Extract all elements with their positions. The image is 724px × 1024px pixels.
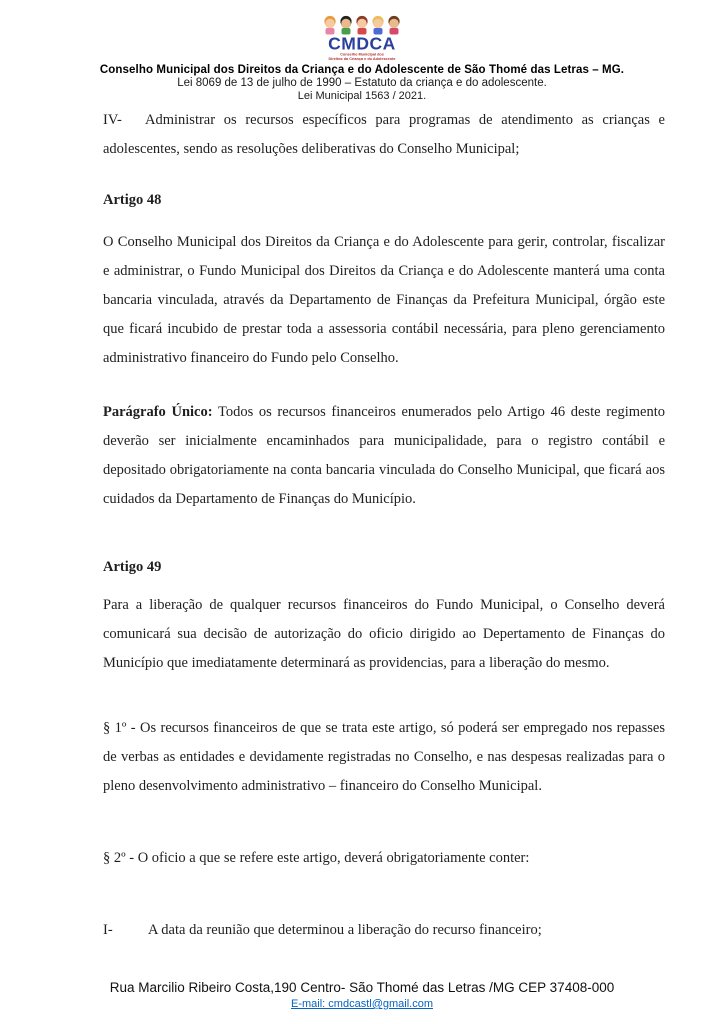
- section-2-paragraph: § 2º - O oficio a que se refere este artigo, deverá obrigatoriamente conter:: [103, 850, 530, 866]
- header-org-title: Conselho Municipal dos Direitos da Criança e do Adolescente de São Thomé das Letras – MG.: [99, 64, 625, 76]
- artigo-48-paragraph: O Conselho Municipal dos Direitos da Criança e do Adolescente para gerir, controlar, fiscalizar e administrar, o Fundo Municipal dos Direitos da Criança e do Adolescente manterá uma conta bancaria vinculada, através da Departamento de Finanças da Prefeitura Municipal, órgão este que ficará incubido de prestar toda a assessoria contábil necessária, para pleno gerenciamento administrativo financeiro do Fundo pelo Conselho.: [103, 234, 665, 366]
- section-1-paragraph: § 1º - Os recursos financeiros de que se trata este artigo, só poderá ser empregado nos repasses de verbas as entidades e devidamente registradas no Conselho, e nas despesas realizadas para o pleno desenvolvimento administrativo – financeiro do Conselho Municipal.: [103, 720, 665, 794]
- roman-item-iv: [103, 106, 665, 164]
- logo-children-icon: [324, 16, 399, 35]
- document-body: [0, 106, 724, 945]
- logo-subtext-line2: Direitos da Criança e do Adolescente: [328, 57, 396, 61]
- footer-address: Rua Marcilio Ribeiro Costa,190 Centro- São Thomé das Letras /MG CEP 37408-000: [109, 980, 615, 995]
- cmdca-logo: [316, 13, 408, 63]
- paragrafo-unico-label: Parágrafo Único:: [103, 404, 213, 420]
- roman-item-i: [103, 916, 665, 945]
- roman-item-iv-text: Administrar os recursos específicos para programas de atendimento as crianças e adolescentes, sendo as resoluções deliberativas do Conselho Municipal;: [103, 112, 665, 157]
- roman-item-i-text: A data da reunião que determinou a liberação do recurso financeiro;: [148, 922, 542, 938]
- header-statute-line: Lei 8069 de 13 de julho de 1990 – Estatuto da criança e do adolescente.: [177, 77, 547, 89]
- artigo-49-heading: Artigo 49: [103, 559, 162, 575]
- logo-acronym: CMDCA: [328, 33, 396, 54]
- artigo-49-paragraph: Para a liberação de qualquer recursos financeiros do Fundo Municipal, o Conselho deverá comunicará sua decisão de autorização do oficio dirigido ao Depertamento de Finanças do Município que imediatamente determinará as providencias, para a liberação do mesmo.: [103, 597, 665, 671]
- footer-email-line: [0, 997, 724, 1011]
- paragrafo-unico-paragraph: [103, 398, 665, 514]
- roman-item-iv-marker: IV-: [103, 112, 122, 128]
- paragrafo-unico-text: Todos os recursos financeiros enumerados pelo Artigo 46 deste regimento deverão ser inicialmente encaminhados para municipalidade, para o registro contábil e depositado obrigatoriamente na conta bancaria vinculada do Conselho Municipal, que ficará aos cuidados da Departamento de Finanças do Município.: [103, 404, 665, 507]
- footer-email-link[interactable]: E-mail: cmdcastl@gmail.com: [291, 998, 433, 1010]
- logo-subtext-line1: Conselho Municipal dos: [340, 52, 384, 57]
- artigo-48-heading: Artigo 48: [103, 192, 162, 208]
- document-footer: [0, 979, 724, 1011]
- roman-item-i-marker: I-: [103, 922, 113, 938]
- header-municipal-law-line: Lei Municipal 1563 / 2021.: [297, 90, 427, 102]
- document-header: [0, 0, 724, 102]
